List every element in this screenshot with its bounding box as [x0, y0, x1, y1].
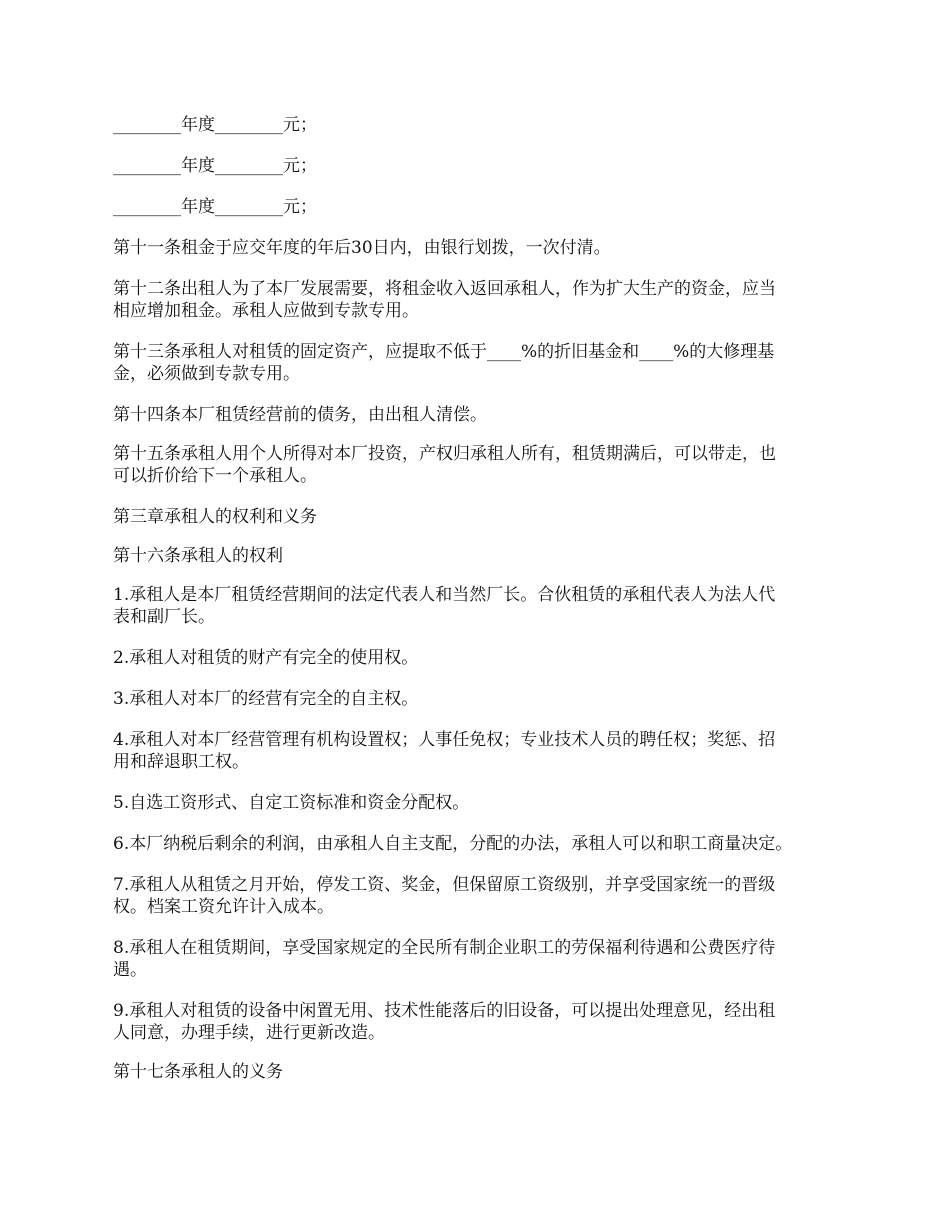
text-line: 人同意，办理手续，进行更新改造。 — [113, 1023, 385, 1043]
text-line: 1.承租人是本厂租赁经营期间的法定代表人和当然厂长。合伙租赁的承租代表人为法人代 — [113, 585, 776, 605]
text-line: 第十三条承租人对租赁的固定资产，应提取不低于____%的折旧基金和____%的大修理基 — [113, 342, 775, 362]
text-line: ________年度________元； — [113, 197, 317, 217]
article-17-heading — [113, 1061, 848, 1083]
text-line: 相应增加租金。承租人应做到专款专用。 — [113, 301, 419, 321]
right-item-5 — [113, 792, 848, 814]
text-line: 第十一条租金于应交年度的年后30日内，由银行划拨，一次付清。 — [113, 238, 611, 258]
article-11 — [113, 237, 848, 259]
article-12 — [113, 278, 848, 322]
text-line: 8.承租人在租赁期间，享受国家规定的全民所有制企业职工的劳保福利待遇和公费医疗待 — [113, 938, 776, 958]
text-line: 表和副厂长。 — [113, 607, 215, 627]
text-line: 第十六条承租人的权利 — [113, 546, 283, 566]
right-item-4 — [113, 729, 848, 773]
text-line: 5.自选工资形式、自定工资标准和资金分配权。 — [113, 793, 470, 813]
chapter-3-heading — [113, 506, 848, 528]
article-16-heading — [113, 545, 848, 567]
text-line: 9.承租人对租赁的设备中闲置无用、技术性能落后的旧设备，可以提出处理意见，经出租 — [113, 1001, 776, 1021]
right-item-2 — [113, 647, 848, 669]
text-line: 第十二条出租人为了本厂发展需要，将租金收入返回承租人，作为扩大生产的资金，应当 — [113, 279, 776, 299]
right-item-7 — [113, 874, 848, 918]
article-13 — [113, 341, 848, 385]
text-line: 可以折价给下一个承租人。 — [113, 466, 317, 486]
article-15 — [113, 443, 848, 487]
right-item-6 — [113, 833, 848, 855]
text-line: 7.承租人从租赁之月开始，停发工资、奖金，但保留原工资级别，并享受国家统一的晋级 — [113, 875, 776, 895]
text-line: 4.承租人对本厂经营管理有机构设置权；人事任免权；专业技术人员的聘任权；奖惩、招 — [113, 730, 776, 750]
text-line: ________年度________元； — [113, 115, 317, 135]
text-line: 权。档案工资允许计入成本。 — [113, 897, 334, 917]
text-line: 3.承租人对本厂的经营有完全的自主权。 — [113, 689, 419, 709]
payment-line-3 — [113, 196, 848, 218]
text-line: 用和辞退职工权。 — [113, 752, 249, 772]
text-line: ________年度________元； — [113, 156, 317, 176]
text-line: 第十四条本厂租赁经营前的债务，由出租人清偿。 — [113, 405, 487, 425]
text-line: 2.承租人对租赁的财产有完全的使用权。 — [113, 648, 419, 668]
right-item-3 — [113, 688, 848, 710]
text-line: 第三章承租人的权利和义务 — [113, 507, 317, 527]
payment-line-1 — [113, 114, 848, 136]
right-item-8 — [113, 937, 848, 981]
text-line: 6.本厂纳税后剩余的利润，由承租人自主支配，分配的办法，承租人可以和职工商量决定。 — [113, 834, 793, 854]
right-item-1 — [113, 584, 848, 628]
right-item-9 — [113, 1000, 848, 1044]
article-14 — [113, 404, 848, 426]
text-line: 第十五条承租人用个人所得对本厂投资，产权归承租人所有，租赁期满后，可以带走，也 — [113, 444, 776, 464]
text-line: 金，必须做到专款专用。 — [113, 364, 300, 384]
payment-line-2 — [113, 155, 848, 177]
text-line: 遇。 — [113, 960, 147, 980]
text-line: 第十七条承租人的义务 — [113, 1062, 283, 1082]
